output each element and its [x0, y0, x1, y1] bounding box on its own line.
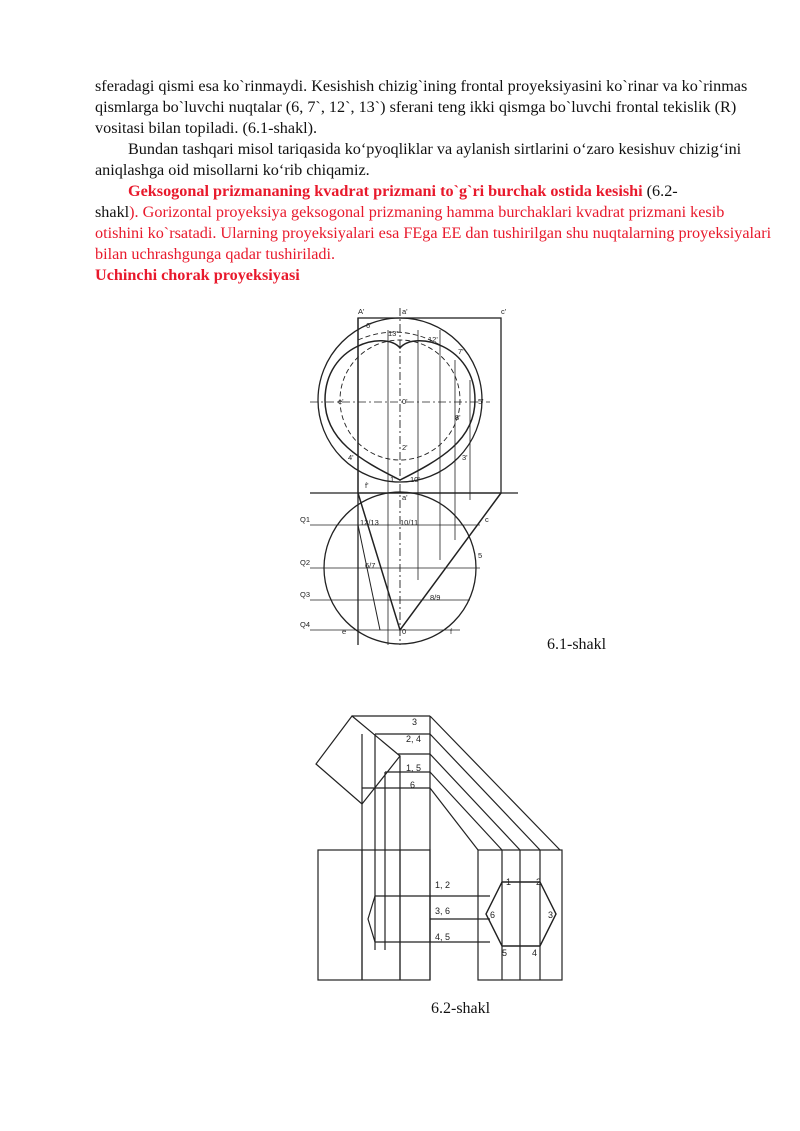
paragraph-3-rest: ). Gorizontal proyeksiya geksogonal prizmaning hamma burchaklari kvadrat prizmani kesib otishini ko`rsatadi. Ularning proyeksiyalari esa FEga EE dan tushirilgan shu nuqtalarning proyeksiyalari bilan uchrashgunga qadar tushiriladi.	[95, 203, 772, 263]
paragraph-3	[95, 181, 775, 265]
svg-text:8': 8'	[455, 413, 461, 422]
fig2-label-3-6: 3, 6	[435, 906, 451, 916]
paragraph-1: sferadagi qismi esa ko`rinmaydi. Kesishish chizig`ining frontal proyeksiyasini ko`rinar va ko`rinmas qismlarga bo`luvchi nuqtalar (6, 7`, 12`, 13`) sferani teng ikki qismga bo`luvchi frontal tekislik (R) vositasi bilan topiladi. (6.1-shakl).	[95, 77, 748, 137]
hex-label-3: 3	[548, 910, 554, 920]
svg-text:12/13: 12/13	[360, 518, 379, 527]
figure-6-2-caption: 6.2-shakl	[431, 1000, 491, 1017]
svg-text:6/7: 6/7	[365, 561, 376, 570]
hex-label-5: 5	[502, 948, 508, 958]
svg-text:e': e'	[338, 397, 344, 406]
figure-6-1-caption: 6.1-shakl	[547, 636, 607, 653]
svg-text:f': f'	[365, 481, 369, 490]
hex-label-4: 4	[532, 948, 538, 958]
svg-text:1': 1'	[390, 475, 396, 484]
hex-label-6: 6	[490, 910, 496, 920]
paragraph-2: Bundan tashqari misol tariqasida ko‘pyoqliklar va aylanish sirtlarini o‘zaro kesishuv chizig‘ini aniqlashga oid misollarni ko‘rib chiqamiz.	[95, 140, 742, 179]
svg-text:Q4: Q4	[300, 620, 311, 629]
fig2-label-3: 3	[412, 717, 418, 727]
svg-text:f: f	[450, 627, 453, 636]
svg-text:Q2: Q2	[300, 558, 311, 567]
fig2-label-2-4: 2, 4	[406, 734, 422, 744]
svg-text:2': 2'	[402, 443, 408, 452]
svg-text:c: c	[485, 515, 489, 524]
paragraph-3-bold-title: Geksogonal prizmananing kvadrat prizmani to`g`ri burchak ostida kesishi	[128, 182, 643, 200]
hex-label-1: 1	[506, 877, 512, 887]
svg-text:c': c'	[501, 307, 507, 316]
svg-text:5': 5'	[478, 397, 484, 406]
paragraph-3-ref-close: shakl	[95, 203, 130, 221]
svg-text:0': 0'	[402, 397, 408, 406]
hex-label-2: 2	[536, 877, 542, 887]
svg-text:A': A'	[358, 307, 365, 316]
svg-text:12': 12'	[428, 335, 438, 344]
svg-text:Q3: Q3	[300, 590, 311, 599]
figure-6-2-drawing	[310, 710, 570, 990]
svg-text:4': 4'	[348, 453, 354, 462]
section-heading: Uchinchi chorak proyeksiyasi	[95, 266, 300, 284]
fig2-label-1-2: 1, 2	[435, 880, 451, 890]
fig2-label-1-5: 1, 5	[406, 763, 422, 773]
fig2-label-6: 6	[410, 780, 416, 790]
svg-text:10/11: 10/11	[400, 518, 419, 527]
svg-text:0: 0	[402, 627, 407, 636]
svg-text:10': 10'	[410, 475, 420, 484]
svg-text:13': 13'	[388, 329, 398, 338]
svg-text:a': a'	[402, 493, 408, 502]
svg-text:Q1: Q1	[300, 515, 311, 524]
svg-text:e: e	[342, 627, 347, 636]
svg-text:3': 3'	[462, 453, 468, 462]
svg-text:5: 5	[478, 551, 483, 560]
figure-6-1-drawing	[290, 300, 520, 650]
svg-text:a': a'	[402, 307, 408, 316]
fig2-label-4-5: 4, 5	[435, 932, 451, 942]
document-body	[95, 76, 775, 286]
svg-text:8/9: 8/9	[430, 593, 441, 602]
paragraph-3-ref-open: (6.2-	[642, 182, 678, 200]
svg-text:7': 7'	[458, 347, 464, 356]
svg-text:6': 6'	[366, 321, 372, 330]
